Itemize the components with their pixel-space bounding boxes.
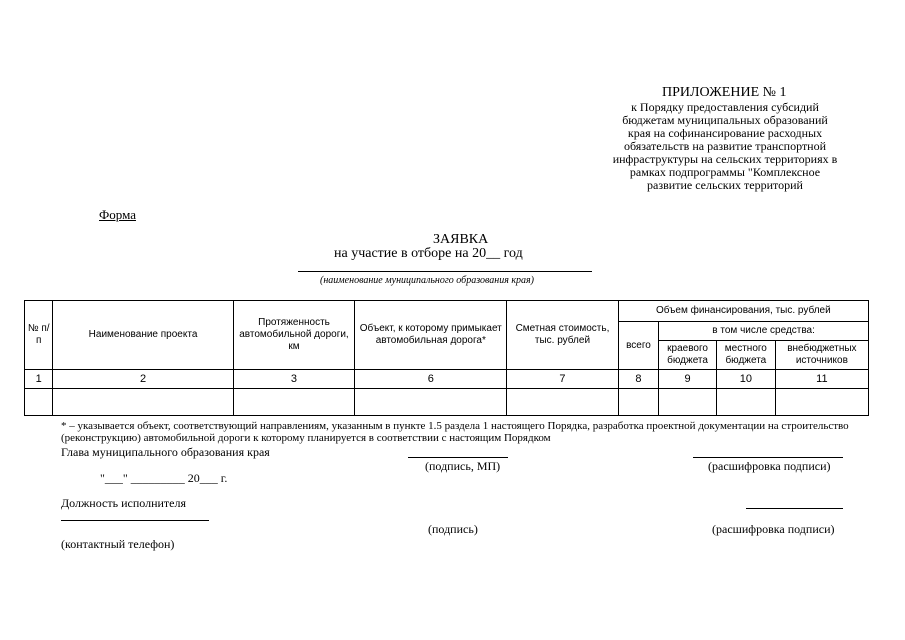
signature-line[interactable] bbox=[408, 457, 508, 458]
appendix-text bbox=[596, 101, 854, 192]
header-including: в том числе средства: bbox=[659, 322, 869, 341]
column-number: 11 bbox=[775, 370, 868, 389]
column-number: 7 bbox=[507, 370, 618, 389]
column-number: 10 bbox=[716, 370, 775, 389]
date-field[interactable]: "___" _________ 20___ г. bbox=[100, 471, 228, 485]
document-subtitle: на участие в отборе на 20__ год bbox=[334, 246, 523, 261]
appendix-line: инфраструктуры на сельских территориях в bbox=[612, 152, 838, 166]
form-label: Форма bbox=[99, 207, 136, 222]
header-financing: Объем финансирования, тыс. рублей bbox=[618, 301, 868, 322]
empty-cell[interactable] bbox=[618, 389, 659, 416]
municipality-name-line[interactable] bbox=[298, 271, 592, 272]
appendix-line: края на софинансирование расходных bbox=[627, 126, 823, 140]
empty-cell[interactable] bbox=[659, 389, 717, 416]
appendix-title: ПРИЛОЖЕНИЕ № 1 bbox=[662, 85, 787, 100]
document-title: ЗАЯВКА bbox=[433, 232, 489, 247]
signature-caption: (подпись) bbox=[428, 522, 478, 536]
header-local: местного бюджета bbox=[716, 341, 775, 370]
appendix-line: к Порядку предоставления субсидий bbox=[631, 100, 819, 114]
header-extra: внебюджетных источников bbox=[775, 341, 868, 370]
table-row bbox=[25, 389, 869, 416]
header-cost: Сметная стоимость, тыс. рублей bbox=[507, 301, 618, 370]
header-num: № п/п bbox=[25, 301, 53, 370]
header-project: Наименование проекта bbox=[53, 301, 233, 370]
decode-caption-2: (расшифровка подписи) bbox=[712, 522, 835, 536]
executor-position-label: Должность исполнителя bbox=[61, 496, 186, 510]
column-number: 3 bbox=[233, 370, 355, 389]
appendix-line: бюджетам муниципальных образований bbox=[622, 113, 828, 127]
executor-line[interactable] bbox=[61, 520, 209, 521]
header-regional: краевого бюджета bbox=[659, 341, 717, 370]
column-number: 2 bbox=[53, 370, 233, 389]
decode-line[interactable] bbox=[693, 457, 843, 458]
column-number: 9 bbox=[659, 370, 717, 389]
header-object: Объект, к которому примыкает автомобильная дорога* bbox=[355, 301, 507, 370]
empty-cell[interactable] bbox=[355, 389, 507, 416]
empty-cell[interactable] bbox=[25, 389, 53, 416]
contact-phone-caption: (контактный телефон) bbox=[61, 537, 175, 551]
appendix-line: развитие сельских территорий bbox=[647, 178, 803, 192]
decode-line-2[interactable] bbox=[746, 508, 843, 509]
header-total: всего bbox=[618, 322, 659, 370]
empty-cell[interactable] bbox=[233, 389, 355, 416]
head-label: Глава муниципального образования края bbox=[61, 445, 270, 459]
empty-cell[interactable] bbox=[716, 389, 775, 416]
empty-cell[interactable] bbox=[507, 389, 618, 416]
footnote: * – указывается объект, соответствующий направлениям, указанным в пункте 1.5 раздела 1 настоящего Порядка, разработка проектной документации на строительство (реконструкцию) автомобильной дороги к которому планируется в соответствии с настоящим Порядком bbox=[61, 420, 849, 444]
column-number: 1 bbox=[25, 370, 53, 389]
appendix-line: обязательств на развитие транспортной bbox=[623, 139, 827, 153]
signature-stamp-caption: (подпись, МП) bbox=[425, 459, 501, 473]
application-table bbox=[24, 300, 869, 416]
decode-caption: (расшифровка подписи) bbox=[708, 459, 831, 473]
header-length: Протяженность автомобильной дороги, км bbox=[233, 301, 355, 370]
municipality-name-caption: (наименование муниципального образования края) bbox=[320, 275, 535, 286]
column-number: 8 bbox=[618, 370, 659, 389]
empty-cell[interactable] bbox=[775, 389, 868, 416]
empty-cell[interactable] bbox=[53, 389, 233, 416]
appendix-line: рамках подпрограммы "Комплексное bbox=[629, 165, 821, 179]
column-number: 6 bbox=[355, 370, 507, 389]
